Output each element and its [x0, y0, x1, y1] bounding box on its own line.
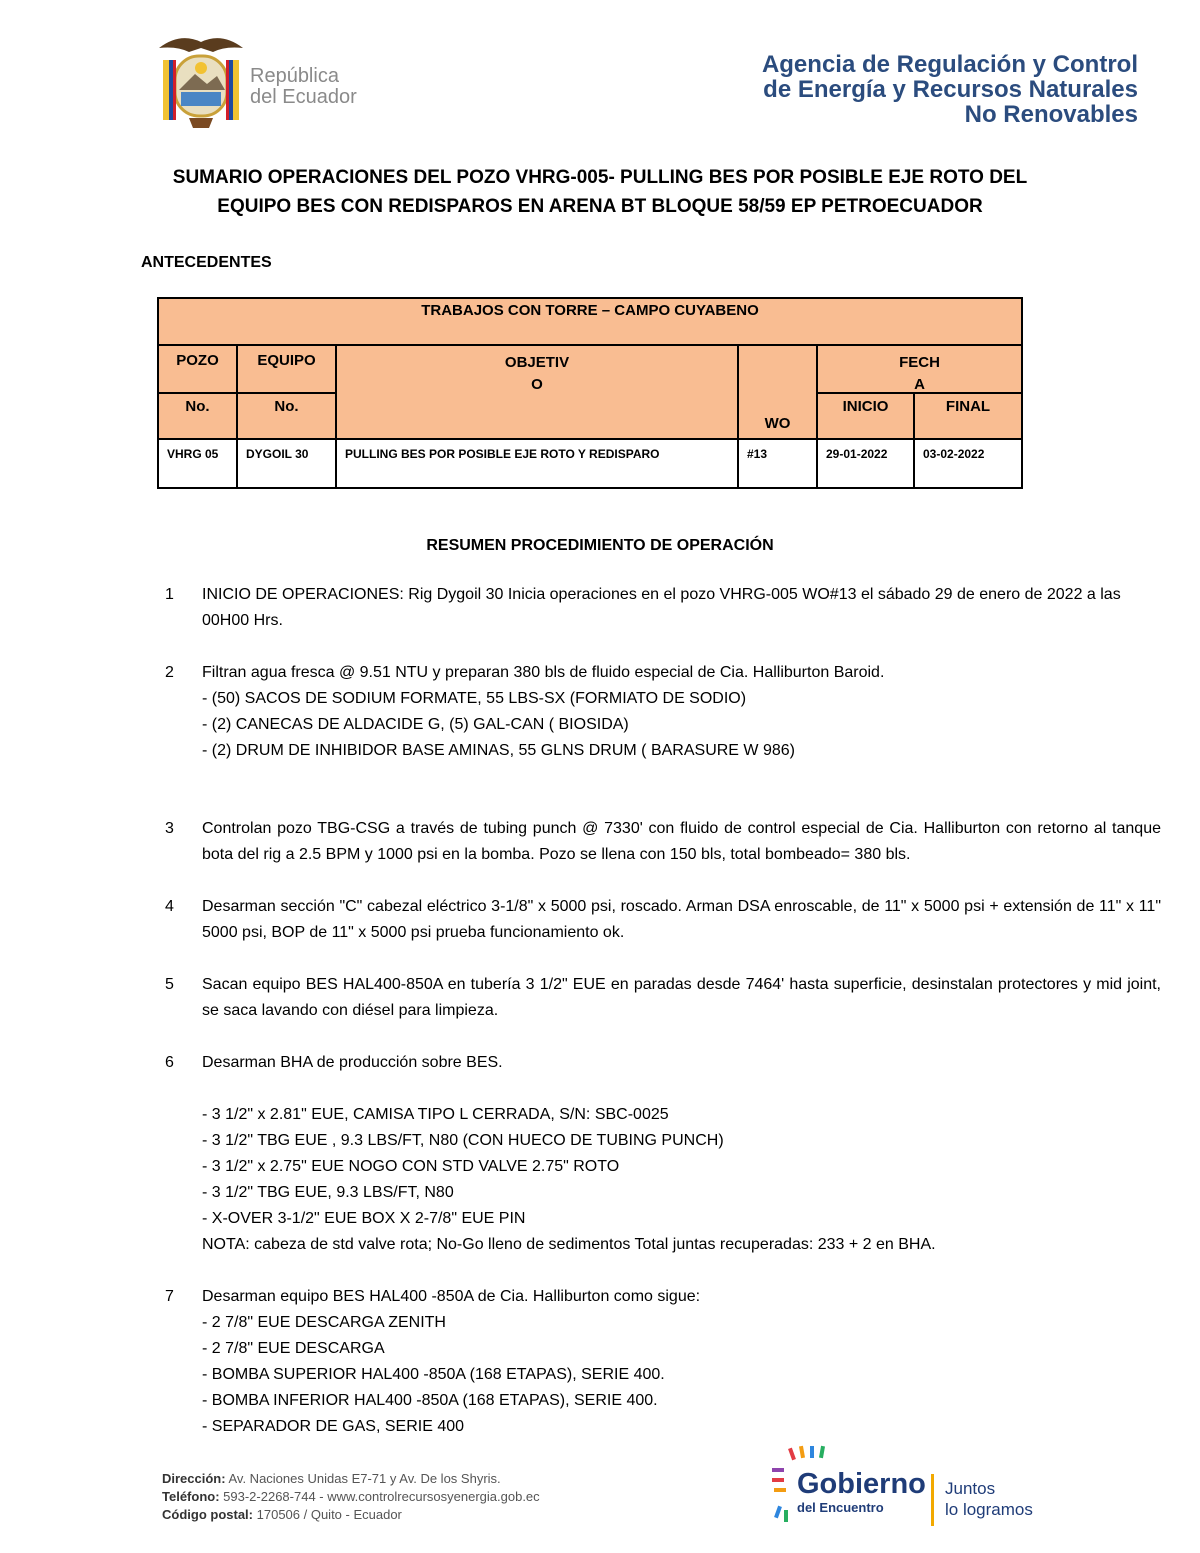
gobierno-title: Gobierno	[797, 1468, 926, 1500]
list-item: - X-OVER 3-1/2" EUE BOX X 2-7/8" EUE PIN	[202, 1210, 526, 1227]
header-wo: WO	[738, 345, 817, 439]
list-item: - 3 1/2" x 2.75" EUE NOGO CON STD VALVE 2.75" ROTO	[202, 1158, 620, 1175]
cell-inicio: 29-01-2022	[817, 439, 914, 488]
gobierno-subtitle: del Encuentro	[797, 1500, 884, 1515]
slogan-line-2: lo logramos	[945, 1500, 1033, 1519]
header-fecha	[817, 345, 1022, 393]
step-number: 6	[165, 1054, 174, 1071]
document-title	[100, 163, 1100, 221]
list-item: - BOMBA SUPERIOR HAL400 -850A (168 ETAPAS), SERIE 400.	[202, 1366, 665, 1383]
header-fecha-2: A	[914, 376, 925, 393]
header-fecha-1: FECH	[899, 354, 940, 371]
postal-label: Código postal:	[162, 1507, 253, 1522]
slogan-line-1: Juntos	[945, 1479, 996, 1498]
cell-final: 03-02-2022	[914, 439, 1022, 488]
step-text: Filtran agua fresca @ 9.51 NTU y preparan 380 bls de fluido especial de Cia. Halliburton Baroid.	[202, 664, 885, 681]
step-text: Controlan pozo TBG-CSG a través de tubing punch @ 7330' con fluido de control especial de Cia. Halliburton con retorno al tanque bota del rig a 2.5 BPM y 1000 psi en la bomba. Pozo se llena con 150 bls, total bombeado= 380 bls.	[202, 820, 1161, 863]
country-name	[250, 66, 357, 108]
step-6	[165, 1050, 1161, 1258]
agency-name	[762, 52, 1138, 127]
table-caption: TRABAJOS CON TORRE – CAMPO CUYABENO	[158, 298, 1022, 345]
header-no-pozo: No.	[158, 393, 237, 439]
list-item: - (2) CANECAS DE ALDACIDE G, (5) GAL-CAN ( BIOSIDA)	[202, 716, 629, 733]
step-note: NOTA: cabeza de std valve rota; No-Go lleno de sedimentos Total juntas recuperadas: 233 + 2 en BHA.	[202, 1236, 936, 1253]
list-item: - 3 1/2" x 2.81" EUE, CAMISA TIPO L CERRADA, S/N: SBC-0025	[202, 1106, 669, 1123]
cell-wo: #13	[738, 439, 817, 488]
agency-line-1: Agencia de Regulación y Control	[761, 51, 1138, 78]
list-item: - 3 1/2" TBG EUE, 9.3 LBS/FT, N80	[202, 1184, 454, 1201]
agency-line-2: de Energía y Recursos Naturales	[763, 76, 1138, 103]
step-text: Sacan equipo BES HAL400-850A en tubería 3 1/2" EUE en paradas desde 7464' hasta superficie, desinstalan protectores y mid joint, se saca lavando con diésel para limpieza.	[202, 976, 1161, 1019]
header-objetivo-2: O	[531, 376, 543, 393]
resumen-heading: RESUMEN PROCEDIMIENTO DE OPERACIÓN	[426, 537, 774, 554]
list-item: - 2 7/8" EUE DESCARGA ZENITH	[202, 1314, 446, 1331]
antecedentes-heading: ANTECEDENTES	[141, 254, 272, 271]
footer-divider	[931, 1474, 934, 1526]
step-text: Desarman equipo BES HAL400 -850A de Cia. Halliburton como sigue:	[202, 1288, 701, 1305]
list-item: - (2) DRUM DE INHIBIDOR BASE AMINAS, 55 GLNS DRUM ( BARASURE W 986)	[202, 742, 795, 759]
step-2	[165, 660, 1161, 764]
cell-objetivo: PULLING BES POR POSIBLE EJE ROTO Y REDISPARO	[336, 439, 738, 488]
header-objetivo-1: OBJETIV	[504, 354, 570, 371]
step-number: 5	[165, 976, 174, 993]
step-1	[165, 582, 1161, 634]
step-4	[165, 894, 1161, 946]
ecuador-coat-of-arms-icon	[155, 30, 247, 130]
list-item: - 3 1/2" TBG EUE , 9.3 LBS/FT, N80 (CON HUECO DE TUBING PUNCH)	[202, 1132, 724, 1149]
header-final: FINAL	[914, 393, 1022, 439]
phone-value: 593-2-2268-744 - www.controlrecursosyenergia.gob.ec	[223, 1489, 540, 1504]
country-line-2: del Ecuador	[250, 86, 357, 108]
list-item: - SEPARADOR DE GAS, SERIE 400	[202, 1418, 465, 1435]
step-3	[165, 816, 1161, 868]
step-5	[165, 972, 1161, 1024]
footer-address	[162, 1470, 540, 1524]
jobs-table	[157, 297, 1023, 489]
country-line-1: República	[250, 65, 339, 87]
title-line-2: EQUIPO BES CON REDISPAROS EN ARENA BT BLOQUE 58/59 EP PETROECUADOR	[217, 196, 983, 217]
step-text: Desarman sección "C" cabezal eléctrico 3-1/8" x 5000 psi, roscado. Arman DSA enroscable, de 11" x 5000 psi + extensión de 11" x 11" 5000 psi, BOP de 11" x 5000 psi prueba funcionamiento ok.	[202, 898, 1161, 941]
step-number: 3	[165, 820, 174, 837]
step-number: 4	[165, 898, 174, 915]
step-7	[165, 1284, 1161, 1440]
table-row	[158, 439, 1022, 488]
phone-label: Teléfono:	[162, 1489, 220, 1504]
list-item: - BOMBA INFERIOR HAL400 -850A (168 ETAPAS), SERIE 400.	[202, 1392, 658, 1409]
header-inicio: INICIO	[817, 393, 914, 439]
procedure-steps	[165, 582, 1161, 1440]
step-number: 1	[165, 586, 174, 603]
address-value: Av. Naciones Unidas E7-71 y Av. De los Shyris.	[228, 1471, 501, 1486]
header-no-equipo: No.	[237, 393, 336, 439]
slogan	[945, 1478, 1033, 1520]
step-text: Desarman BHA de producción sobre BES.	[202, 1054, 503, 1071]
step-number: 7	[165, 1288, 174, 1305]
step-number: 2	[165, 664, 174, 681]
postal-value: 170506 / Quito - Ecuador	[256, 1507, 402, 1522]
header-equipo: EQUIPO	[237, 345, 336, 393]
step-text: INICIO DE OPERACIONES: Rig Dygoil 30 Inicia operaciones en el pozo VHRG-005 WO#13 el sábado 29 de enero de 2022 a las 00H00 Hrs.	[202, 586, 1121, 629]
header-objetivo	[336, 345, 738, 439]
header-pozo: POZO	[158, 345, 237, 393]
title-line-1: SUMARIO OPERACIONES DEL POZO VHRG-005- PULLING BES POR POSIBLE EJE ROTO DEL	[172, 167, 1028, 188]
list-item: - (50) SACOS DE SODIUM FORMATE, 55 LBS-SX (FORMIATO DE SODIO)	[202, 690, 747, 707]
cell-pozo: VHRG 05	[158, 439, 237, 488]
agency-line-3: No Renovables	[964, 101, 1138, 128]
list-item: - 2 7/8" EUE DESCARGA	[202, 1340, 385, 1357]
address-label: Dirección:	[162, 1471, 226, 1486]
cell-equipo: DYGOIL 30	[237, 439, 336, 488]
